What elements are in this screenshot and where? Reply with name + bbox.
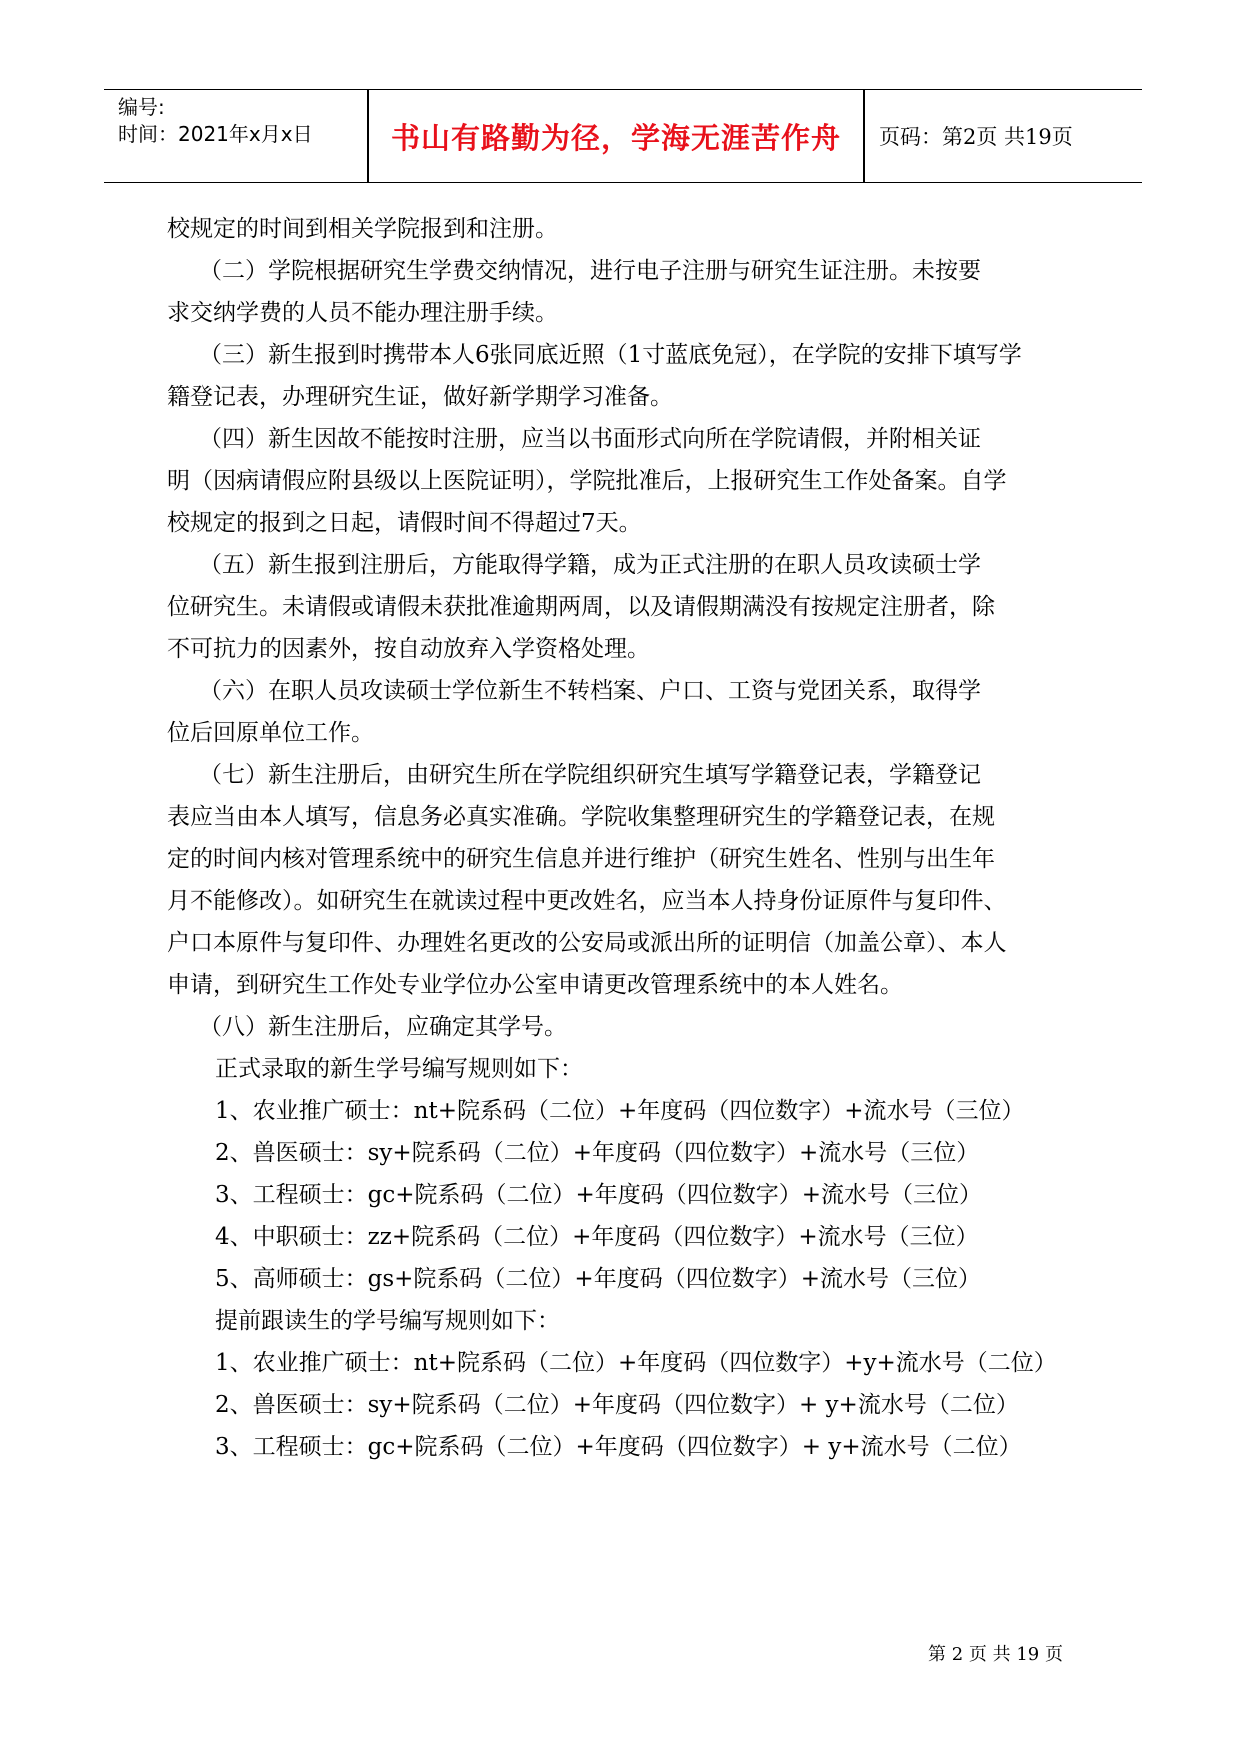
text-line: 户口本原件与复印件、办理姓名更改的公安局或派出所的证明信（加盖公章）、本人 — [167, 930, 1007, 956]
text-line: 校规定的报到之日起，请假时间不得超过7天。 — [167, 510, 642, 536]
text-line: 明（因病请假应附县级以上医院证明），学院批准后，上报研究生工作处备案。自学 — [167, 468, 1007, 494]
document-time-label: 时间：2021年x月x日 — [118, 122, 313, 146]
text-line: 3、工程硕士：gc+院系码（二位）+年度码（四位数字）+流水号（三位） — [215, 1182, 983, 1208]
text-line: 提前跟读生的学号编写规则如下： — [215, 1308, 560, 1334]
text-line: 5、高师硕士：gs+院系码（二位）+年度码（四位数字）+流水号（三位） — [215, 1266, 981, 1292]
text-line: （三）新生报到时携带本人6张同底近照（1寸蓝底免冠），在学院的安排下填写学 — [199, 342, 1022, 368]
document-number-label: 编号: — [118, 95, 165, 119]
header-info — [104, 90, 367, 182]
text-line: （四）新生因故不能按时注册，应当以书面形式向所在学院请假，并附相关证 — [199, 426, 981, 452]
text-line: （六）在职人员攻读硕士学位新生不转档案、户口、工资与党团关系，取得学 — [199, 678, 981, 704]
page-header — [104, 89, 1142, 183]
text-line: 表应当由本人填写，信息务必真实准确。学院收集整理研究生的学籍登记表，在规 — [167, 804, 995, 830]
text-line: （五）新生报到注册后，方能取得学籍，成为正式注册的在职人员攻读硕士学 — [199, 552, 981, 578]
text-line: 求交纳学费的人员不能办理注册手续。 — [167, 300, 558, 326]
text-line: 校规定的时间到相关学院报到和注册。 — [167, 216, 558, 242]
text-line: 籍登记表，办理研究生证，做好新学期学习准备。 — [167, 384, 673, 410]
footer-page-number: 第 2 页 共 19 页 — [928, 1644, 1063, 1665]
text-line: 3、工程硕士：gc+院系码（二位）+年度码（四位数字）+ y+流水号（二位） — [215, 1434, 1022, 1460]
header-page-number: 页码：第2页 共19页 — [879, 125, 1073, 149]
text-line: 定的时间内核对管理系统中的研究生信息并进行维护（研究生姓名、性别与出生年 — [167, 846, 995, 872]
text-line: 月不能修改）。如研究生在就读过程中更改姓名，应当本人持身份证原件与复印件、 — [167, 888, 1007, 914]
text-line: 正式录取的新生学号编写规则如下： — [215, 1056, 583, 1082]
text-line: （八）新生注册后，应确定其学号。 — [199, 1014, 567, 1040]
text-line: 2、兽医硕士：sy+院系码（二位）+年度码（四位数字）+ y+流水号（二位） — [215, 1392, 1019, 1418]
text-line: 1、农业推广硕士：nt+院系码（二位）+年度码（四位数字）+流水号（三位） — [215, 1098, 1025, 1124]
text-line: （二）学院根据研究生学费交纳情况，进行电子注册与研究生证注册。未按要 — [199, 258, 981, 284]
text-line: 不可抗力的因素外，按自动放弃入学资格处理。 — [167, 636, 650, 662]
header-divider — [863, 90, 865, 182]
header-motto: 书山有路勤为径，学海无涯苦作舟 — [390, 120, 841, 155]
text-line: 4、中职硕士：zz+院系码（二位）+年度码（四位数字）+流水号（三位） — [215, 1224, 979, 1250]
text-line: 位后回原单位工作。 — [167, 720, 374, 746]
text-line: 申请，到研究生工作处专业学位办公室申请更改管理系统中的本人姓名。 — [167, 972, 903, 998]
text-line: 位研究生。未请假或请假未获批准逾期两周，以及请假期满没有按规定注册者，除 — [167, 594, 995, 620]
text-line: （七）新生注册后，由研究生所在学院组织研究生填写学籍登记表，学籍登记 — [199, 762, 981, 788]
text-line: 2、兽医硕士：sy+院系码（二位）+年度码（四位数字）+流水号（三位） — [215, 1140, 980, 1166]
text-line: 1、农业推广硕士：nt+院系码（二位）+年度码（四位数字）+y+流水号（二位） — [215, 1350, 1057, 1376]
